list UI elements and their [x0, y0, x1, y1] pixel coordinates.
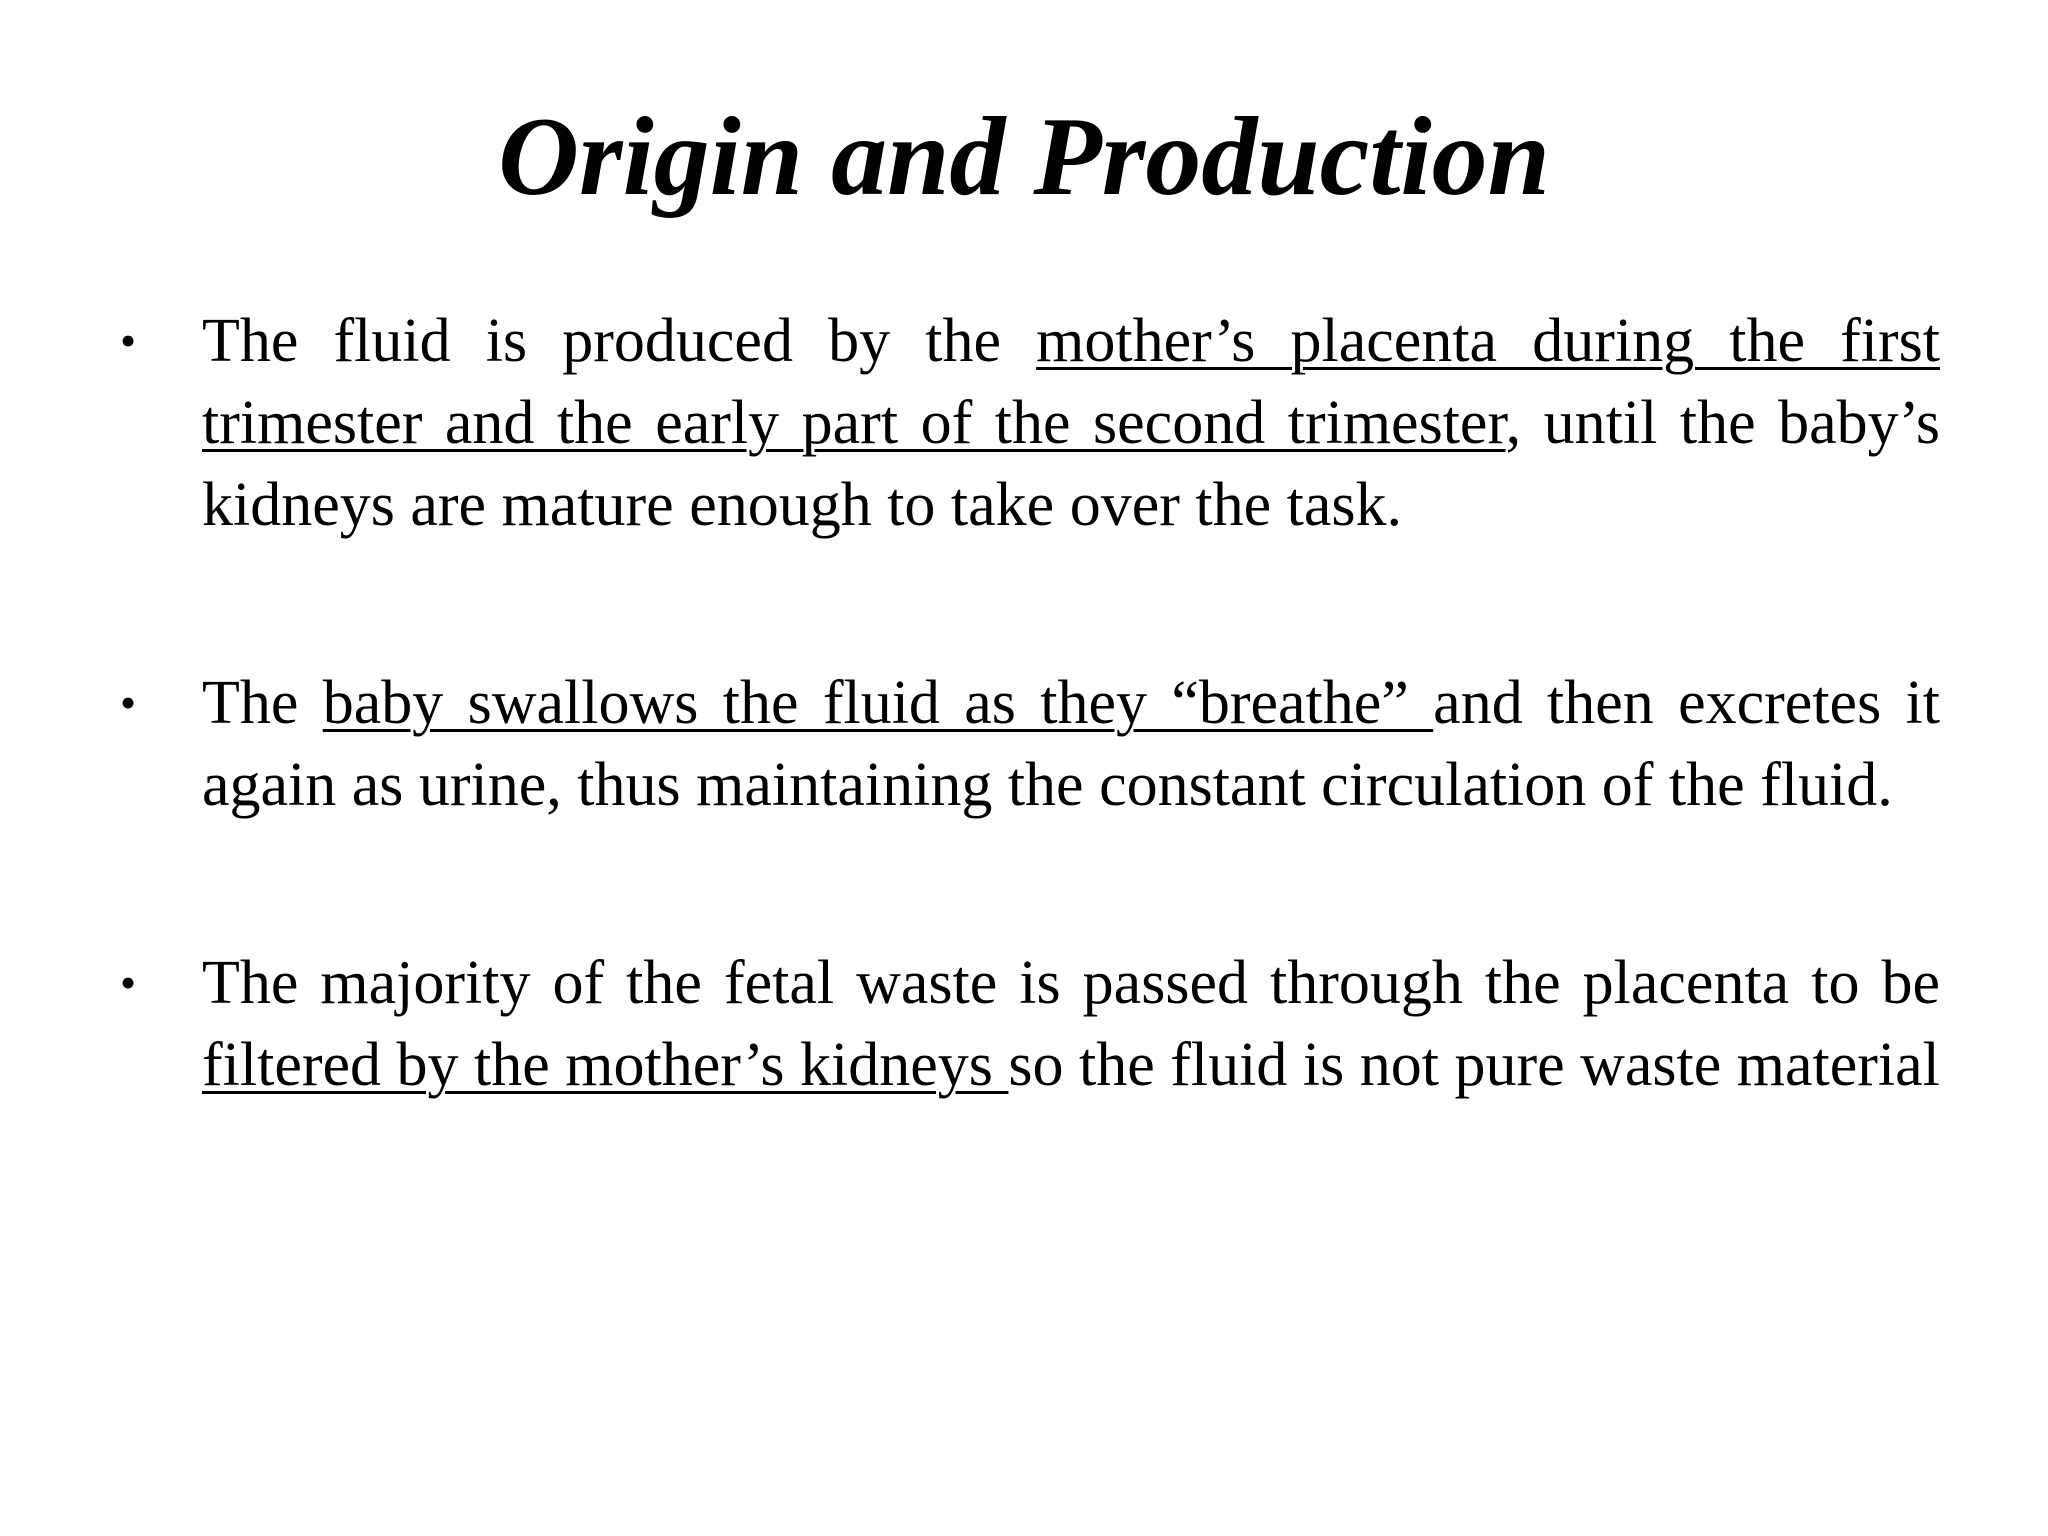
- bullet-text: The majority of the fetal waste is passed through the placenta to be: [202, 949, 1940, 1017]
- bullet-dot-icon: •: [120, 315, 137, 366]
- bullet-text: The fluid is produced by the: [202, 307, 1037, 375]
- underlined-phrase: filtered by the mother’s kidneys: [202, 1031, 1009, 1099]
- bullet-item: [120, 662, 1940, 826]
- bullet-dot-icon: •: [120, 957, 137, 1008]
- bullet-text: and then excretes it again as urine, thus maintaining the constant circulation of the fluid.: [202, 669, 1940, 819]
- underlined-phrase: baby swallows the fluid as they “breathe”: [322, 669, 1434, 737]
- bullet-dot-icon: •: [120, 677, 137, 728]
- bullet-text: , until the baby’s kidneys are mature enough to take over the task.: [202, 389, 1940, 539]
- bullet-item: [120, 942, 1940, 1106]
- underlined-phrase: mother’s placenta during the first trimester and the early part of the second trimester: [202, 307, 1940, 457]
- bullet-item: [120, 300, 1940, 546]
- bullet-list: [120, 300, 1940, 1106]
- bullet-text: so the fluid is not pure waste material: [1008, 1031, 1940, 1099]
- slide-title: Origin and Production: [498, 95, 1550, 219]
- bullet-text: The: [202, 669, 323, 737]
